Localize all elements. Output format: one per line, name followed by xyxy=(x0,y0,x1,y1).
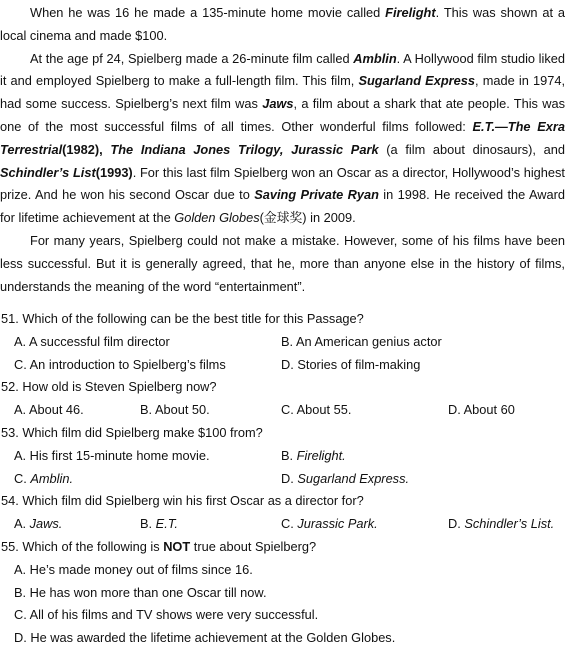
question-52-option-b: B. About 50. xyxy=(140,402,210,418)
p2-text-run: in 1998. He received the Award for lifetime achievement at the xyxy=(0,187,565,226)
question-55-stem-start: 55. Which of the following is xyxy=(1,538,164,554)
question-54-option-a xyxy=(14,513,62,536)
p2-text-run: E.T.—The Exra Terrestrial xyxy=(0,118,565,157)
p2-text-run: . For this last film Spielberg won an Oscar as a director, Hollywood’s highest prize. And he won his second Oscar due to xyxy=(0,164,565,203)
question-51-option-b: B. An American genius actor xyxy=(281,333,442,349)
question-52-option-a: A. About 46. xyxy=(14,402,84,418)
p2-text-run: Golden Globes xyxy=(174,210,260,226)
question-54-options xyxy=(0,513,565,536)
question-52-stem: 52. How old is Steven Spielberg now? xyxy=(1,379,217,395)
p2-text-run: (金球奖) in 2009. xyxy=(259,210,356,226)
question-54-option-d xyxy=(448,513,554,536)
option-a-letter: A. xyxy=(14,516,30,532)
question-53-option-a: A. His first 15-minute home movie. xyxy=(14,447,210,463)
option-d-letter: D. xyxy=(281,470,298,486)
question-55-option-b: B. He has won more than one Oscar till now. xyxy=(14,584,267,600)
question-55-stem xyxy=(0,536,565,559)
question-51-option-d: D. Stories of film-making xyxy=(281,356,421,372)
p2-text-run: Sugarland Express xyxy=(358,73,475,89)
question-52-option-d: D. About 60 xyxy=(448,402,515,418)
option-c-film-title: Amblin. xyxy=(30,470,74,486)
p2-text-run: Schindler’s List xyxy=(0,164,96,180)
question-51-stem: 51. Which of the following can be the best title for this Passage? xyxy=(1,311,364,326)
p2-text-run: . A Hollywood film studio liked it and employed Spielberg to make a full-length film. This film, xyxy=(0,50,566,89)
question-53-options-row-1 xyxy=(0,445,565,468)
p1-text-run: Firelight xyxy=(385,5,436,20)
question-55-stem-emphasis: NOT xyxy=(163,538,191,554)
question-55-option-b-row xyxy=(0,582,565,605)
p2-text-run: At the age pf 24, Spielberg made a 26-minute film called xyxy=(30,50,354,66)
p2-text-run: Amblin xyxy=(353,50,397,66)
p2-text-run: , made in 1974, had some success. Spielberg’s next film was xyxy=(0,73,566,112)
option-b-letter: B. xyxy=(281,447,297,463)
p1-text-run: . This was shown at a local cinema and made $100. xyxy=(0,5,565,43)
p2-text-run: (1993) xyxy=(95,164,133,180)
question-52-options xyxy=(0,399,565,422)
question-55-option-c: C. All of his films and TV shows were very successful. xyxy=(14,607,319,623)
option-d-film-title: Schindler’s List. xyxy=(464,516,555,532)
option-b-letter: B. xyxy=(140,516,156,532)
question-54-stem: 54. Which film did Spielberg win his first Oscar as a director for? xyxy=(1,493,364,509)
option-c-film-title: Jurassic Park. xyxy=(297,516,378,532)
question-54-option-c xyxy=(281,513,378,536)
paragraph-2 xyxy=(0,48,565,230)
p2-text-run: The Indiana Jones Trilogy, Jurassic Park xyxy=(110,141,379,157)
option-b-film-title: E.T. xyxy=(155,516,178,532)
p2-text-run: Jaws xyxy=(262,96,294,112)
p3-text-run: For many years, Spielberg could not make a mistake. However, some of his films have been less successful. But it is generally agreed, that he, more than anyone else in the history of films, understands the meaning of the word “entertainment”. xyxy=(0,232,565,294)
paragraph-1 xyxy=(0,2,565,48)
p2-text-run: (a film about dinosaurs), and xyxy=(378,141,565,157)
option-b-film-title: Firelight. xyxy=(296,447,346,463)
question-55-stem-end: true about Spielberg? xyxy=(190,538,317,554)
reading-passage xyxy=(0,2,565,298)
question-53-option-b xyxy=(281,445,346,468)
option-d-letter: D. xyxy=(448,516,465,532)
option-c-letter: C. xyxy=(14,470,31,486)
question-51-option-a: A. A successful film director xyxy=(14,333,170,349)
question-51-options-row-1 xyxy=(0,331,565,354)
option-d-film-title: Sugarland Express. xyxy=(297,470,410,486)
question-55-option-a-row xyxy=(0,559,565,582)
question-53-options-row-2 xyxy=(0,468,565,491)
p1-text-run: When he was 16 he made a 135-minute home movie called xyxy=(30,5,386,20)
question-51-option-c: C. An introduction to Spielberg’s films xyxy=(14,356,226,372)
question-53-option-c xyxy=(14,468,73,491)
question-53-stem: 53. Which film did Spielberg make $100 from? xyxy=(1,424,263,440)
question-55-option-d-row xyxy=(0,627,565,650)
option-c-letter: C. xyxy=(281,516,298,532)
question-55-option-d: D. He was awarded the lifetime achievement at the Golden Globes. xyxy=(14,630,396,646)
option-a-film-title: Jaws. xyxy=(29,516,63,532)
p2-text-run: Saving Private Ryan xyxy=(254,187,379,203)
question-55-option-a: A. He’s made money out of films since 16. xyxy=(14,561,253,577)
question-53-option-d xyxy=(281,468,409,491)
question-54-option-b xyxy=(140,513,178,536)
question-list xyxy=(0,308,565,650)
question-51-options-row-2 xyxy=(0,354,565,377)
question-52-option-c: C. About 55. xyxy=(281,402,352,418)
question-55-option-c-row xyxy=(0,604,565,627)
p2-text-run: (1982), xyxy=(62,141,111,157)
paragraph-3 xyxy=(0,230,565,298)
p2-text-run: , a film about a shark that ate people. This was one of the most successful films of all times. Other wonderful films followed: xyxy=(0,96,565,134)
